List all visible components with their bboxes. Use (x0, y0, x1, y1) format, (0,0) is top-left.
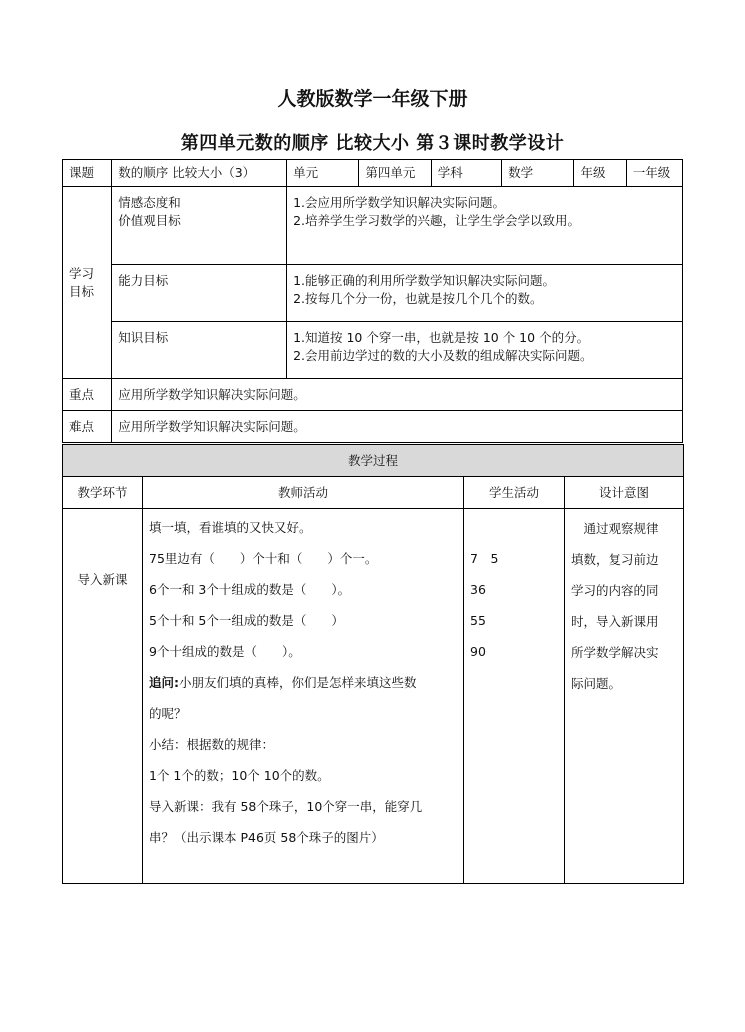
grade-value: 一年级 (626, 160, 682, 187)
goals-label: 学习 目标 (63, 187, 112, 379)
design-intent: 通过观察规律 填数，复习前边 学习的内容的同 时，导入新课用 所学数学解决实 际问题。 (565, 509, 684, 884)
difficulty-row (63, 411, 683, 443)
goal-row-ability (63, 265, 683, 322)
unit-value: 第四单元 (359, 160, 431, 187)
column-header-stage: 教学环节 (63, 477, 143, 509)
subject-label: 学科 (431, 160, 501, 187)
topic-label: 课题 (63, 160, 112, 187)
difficulty-value: 应用所学数学知识解决实际问题。 (112, 411, 683, 443)
difficulty-label: 难点 (63, 411, 112, 443)
lesson-info-table (62, 159, 683, 443)
follow-up-label: 追问: (149, 675, 179, 690)
goal-name: 知识目标 (112, 322, 287, 379)
goal-content: 1.能够正确的利用所学数学知识解决实际问题。 2.按每几个分一份，也就是按几个几个的数。 (287, 265, 683, 322)
goal-name: 情感态度和 价值观目标 (112, 187, 287, 265)
key-point-row (63, 379, 683, 411)
grade-label: 年级 (574, 160, 626, 187)
process-header-row (63, 445, 684, 477)
process-header: 教学过程 (63, 445, 684, 477)
goal-row-knowledge (63, 322, 683, 379)
goal-name: 能力目标 (112, 265, 287, 322)
unit-label: 单元 (287, 160, 359, 187)
teacher-activity: 填一填，看谁填的又快又好。 75里边有（ ）个十和（ ）个一。 6个一和 3个十组成的数是（ ）。 5个十和 5个一组成的数是（ ） 9个十组成的数是（ ）。 追问:小朋友们填的真棒，你们是怎样来填这些数 的呢？ 小结：根据数的规律： 1个 1个的数；10个 10个的数。 导入新课：我有 58个珠子，10个穿一串，能穿几 串？（出示课本 P46页 58个珠子的图片） (143, 509, 464, 884)
stage-name: 导入新课 (63, 509, 143, 884)
process-row-intro (63, 509, 684, 884)
subject-value: 数学 (502, 160, 574, 187)
goal-content: 1.会应用所学数学知识解决实际问题。 2.培养学生学习数学的兴趣，让学生学会学以致用。 (287, 187, 683, 265)
key-point-value: 应用所学数学知识解决实际问题。 (112, 379, 683, 411)
document-title: 人教版数学一年级下册 (277, 88, 468, 110)
column-header-student: 学生活动 (464, 477, 565, 509)
key-point-label: 重点 (63, 379, 112, 411)
column-header-teacher: 教师活动 (143, 477, 464, 509)
info-row (63, 160, 683, 187)
topic-value: 数的顺序 比较大小（3） (112, 160, 287, 187)
process-column-headers (63, 477, 684, 509)
column-header-intent: 设计意图 (565, 477, 684, 509)
document-subtitle: 第四单元数的顺序 比较大小 第３课时教学设计 (180, 133, 565, 154)
student-activity: 7 5 36 55 90 (464, 509, 565, 884)
teaching-process-table (62, 444, 684, 884)
goal-row-emotion (63, 187, 683, 265)
goal-content: 1.知道按 10 个穿一串，也就是按 10 个 10 个的分。 2.会用前边学过的数的大小及数的组成解决实际问题。 (287, 322, 683, 379)
